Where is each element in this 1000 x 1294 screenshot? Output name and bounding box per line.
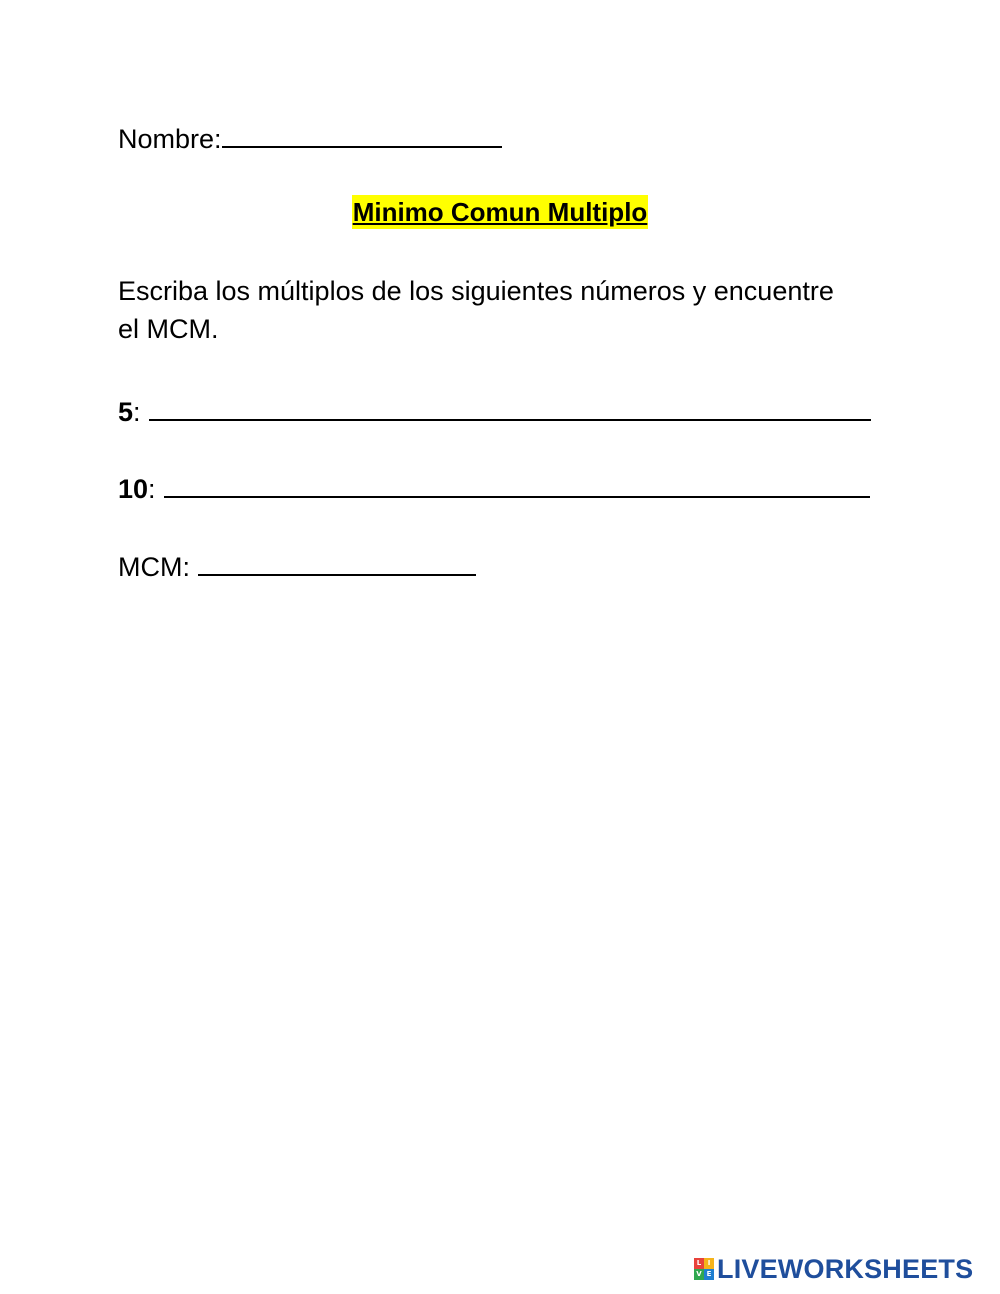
- mcm-label: MCM:: [118, 552, 190, 582]
- logo-text: LIVEWORKSHEETS: [717, 1253, 974, 1284]
- instructions-text: Escriba los múltiplos de los siguientes números y encuentre el MCM.: [118, 276, 834, 344]
- name-label: Nombre:: [118, 124, 222, 154]
- row-number: 5: [118, 397, 134, 427]
- title-row: [0, 195, 1000, 229]
- name-blank[interactable]: [222, 117, 502, 148]
- multiples-row-5: [118, 390, 871, 431]
- multiples-row-10: [118, 467, 870, 508]
- row-separator: :: [133, 397, 141, 427]
- mcm-row: [118, 545, 476, 586]
- liveworksheets-logo: [694, 1254, 973, 1284]
- row-separator: :: [148, 474, 156, 504]
- logo-mark-icon: L I V E: [694, 1258, 714, 1280]
- mcm-blank[interactable]: [198, 545, 476, 576]
- name-field-row: [118, 117, 502, 158]
- worksheet-title: Minimo Comun Multiplo: [352, 197, 648, 227]
- row-number: 10: [118, 474, 149, 504]
- multiples-blank-10[interactable]: [164, 467, 870, 498]
- multiples-blank-5[interactable]: [149, 390, 871, 421]
